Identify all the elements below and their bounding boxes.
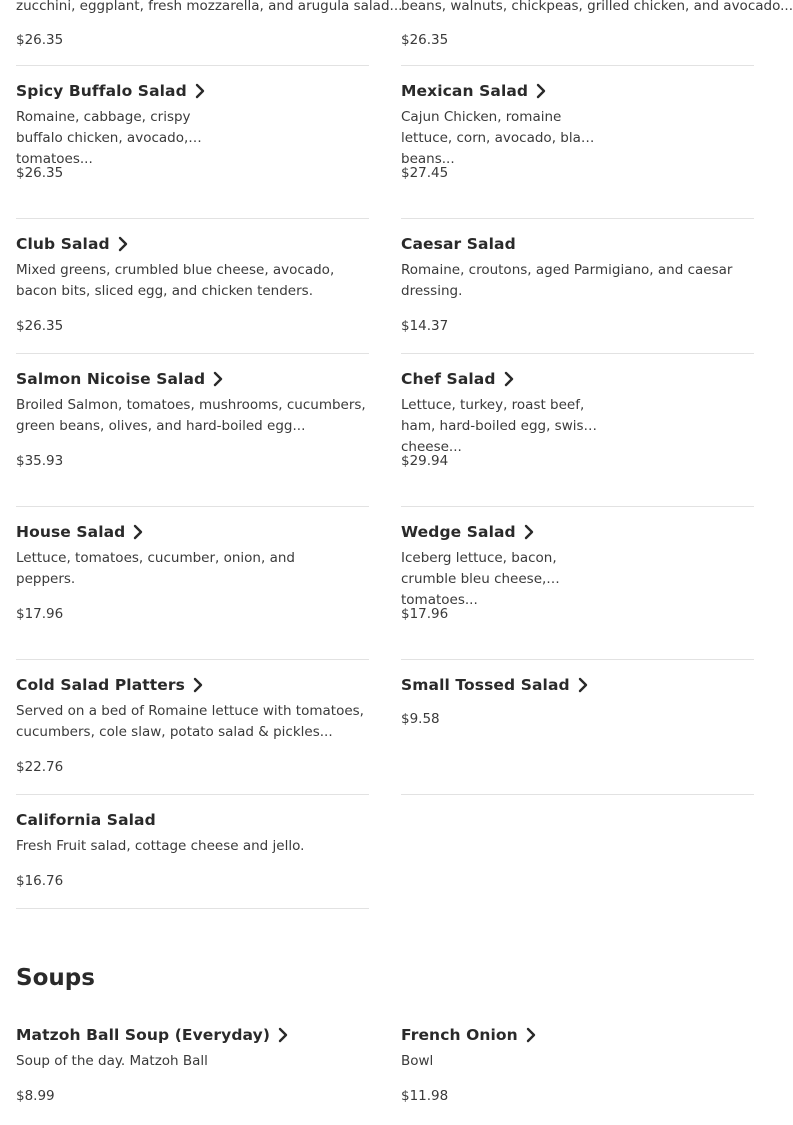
item-price: $17.96 [401, 606, 449, 622]
item-name: Small Tossed Salad [401, 676, 570, 694]
chevron-right-icon [118, 236, 130, 252]
item-description: Served on a bed of Romaine lettuce with tomatoes, cucumbers, cole slaw, potato salad & pickles... [16, 703, 364, 740]
divider [401, 65, 754, 66]
menu-item-matzoh-ball-soup[interactable] [16, 1025, 369, 1125]
item-name: Wedge Salad [401, 523, 516, 541]
item-price: $35.93 [16, 453, 64, 469]
item-name: Caesar Salad [401, 235, 516, 253]
item-description: Lettuce, tomatoes, cucumber, onion, and peppers. [16, 550, 295, 587]
item-name: Club Salad [16, 235, 110, 253]
chevron-right-icon [504, 371, 516, 387]
item-name: Cold Salad Platters [16, 676, 185, 694]
item-description: Soup of the day. Matzoh Ball [16, 1053, 208, 1069]
chevron-right-icon [524, 524, 536, 540]
item-price: $16.76 [16, 873, 64, 889]
item-name: Salmon Nicoise Salad [16, 370, 206, 388]
item-price: $26.35 [16, 32, 64, 48]
item-description: Cajun Chicken, romaine lettuce, corn, avocado, black beans... [401, 109, 597, 167]
item-name: Spicy Buffalo Salad [16, 82, 187, 100]
item-price: $17.96 [16, 606, 64, 622]
item-price: $29.94 [401, 453, 449, 469]
chevron-right-icon [536, 83, 548, 99]
menu-item-salmon-nicoise-salad[interactable] [16, 369, 369, 507]
menu-item-mexican-salad[interactable] [401, 81, 754, 219]
item-description: Iceberg lettuce, bacon, crumble bleu cheese, tomatoes... [401, 550, 557, 608]
item-description: Bowl [401, 1053, 434, 1069]
section-title-soups: Soups [16, 965, 95, 991]
chevron-right-icon [578, 677, 590, 693]
item-name: California Salad [16, 811, 156, 829]
menu-item-french-onion[interactable] [401, 1025, 754, 1125]
item-name: Mexican Salad [401, 82, 529, 100]
menu-item-house-salad[interactable] [16, 522, 369, 660]
menu-item-caesar-salad[interactable] [401, 234, 754, 354]
chevron-right-icon [526, 1027, 538, 1043]
item-price: $9.58 [401, 711, 440, 727]
menu-item-spicy-buffalo-salad[interactable] [16, 81, 369, 219]
item-description: Romaine, croutons, aged Parmigiano, and caesar dressing. [401, 262, 733, 299]
menu-item-chef-salad[interactable] [401, 369, 754, 507]
item-name: Chef Salad [401, 370, 496, 388]
item-name: Matzoh Ball Soup (Everyday) [16, 1026, 271, 1044]
item-description: Romaine, cabbage, crispy buffalo chicken, avocado, tomatoes... [16, 109, 191, 167]
item-description: beans, walnuts, chickpeas, grilled chicken, and avocado... [401, 0, 793, 14]
chevron-right-icon [195, 83, 207, 99]
item-price: $22.76 [16, 759, 64, 775]
item-price: $26.35 [16, 165, 64, 181]
item-description: Broiled Salmon, tomatoes, mushrooms, cucumbers, green beans, olives, and hard-boiled egg... [16, 397, 366, 434]
chevron-right-icon [133, 524, 145, 540]
divider [16, 65, 369, 66]
menu-item-cold-salad-platters[interactable] [16, 675, 369, 795]
item-price: $27.45 [401, 165, 449, 181]
menu-item-small-tossed-salad[interactable] [401, 675, 754, 795]
item-price: $11.98 [401, 1088, 449, 1104]
item-description: zucchini, eggplant, fresh mozzarella, and arugula salad... [16, 0, 403, 14]
item-price: $14.37 [401, 318, 449, 334]
menu-item-wedge-salad[interactable] [401, 522, 754, 660]
item-description: Fresh Fruit salad, cottage cheese and jello. [16, 838, 305, 854]
chevron-right-icon [213, 371, 225, 387]
item-price: $26.35 [16, 318, 64, 334]
item-price: $8.99 [16, 1088, 55, 1104]
menu-item-california-salad[interactable] [16, 810, 369, 909]
chevron-right-icon [278, 1027, 290, 1043]
item-price: $26.35 [401, 32, 449, 48]
chevron-right-icon [193, 677, 205, 693]
item-name: House Salad [16, 523, 126, 541]
item-description: Mixed greens, crumbled blue cheese, avocado, bacon bits, sliced egg, and chicken tenders. [16, 262, 335, 299]
menu-item-club-salad[interactable] [16, 234, 369, 354]
item-name: French Onion [401, 1026, 518, 1044]
item-description: Lettuce, turkey, roast beef, ham, hard-boiled egg, swiss cheese... [401, 397, 591, 455]
